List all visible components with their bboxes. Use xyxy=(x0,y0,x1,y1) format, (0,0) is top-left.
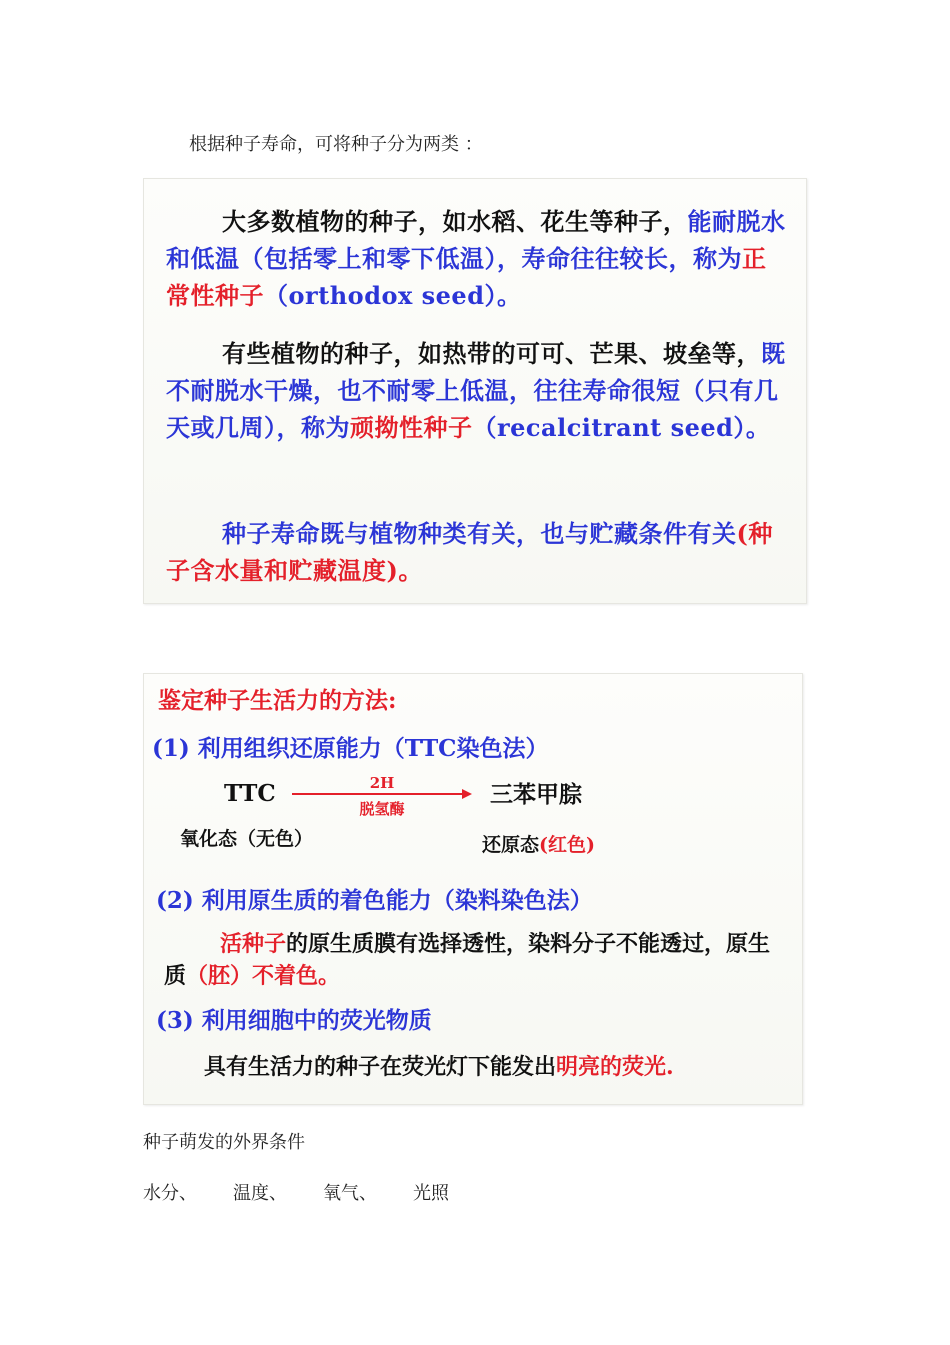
seg: 明亮的荧光. xyxy=(556,1054,674,1080)
longevity-factors-paragraph xyxy=(166,515,786,589)
intro-text: 根据种子寿命，可将种子分为两类 ： xyxy=(189,134,483,155)
arrow-bottom-label: 脱氢酶 xyxy=(359,800,405,818)
germination-heading: 种子萌发的外界条件 xyxy=(143,1132,305,1153)
reactant-label: TTC xyxy=(224,780,276,807)
product-label: 三苯甲腙 xyxy=(490,781,582,808)
reaction-arrow xyxy=(292,774,472,822)
seg: 顽拗性种子 xyxy=(350,413,473,442)
viability-methods-slide xyxy=(143,673,803,1105)
seg: 活种子 xyxy=(220,931,287,957)
slide-title: 鉴定种子生活力的方法: xyxy=(158,687,397,714)
seg: 具有生活力的种子在荧光灯下能发出 xyxy=(204,1054,557,1080)
reduced-state-label xyxy=(482,830,595,857)
method-2-heading: (2) 利用原生质的着色能力（染料染色法） xyxy=(156,887,593,914)
seg: 大多数植物的种子，如水稻、花生等种子， xyxy=(222,207,688,236)
method-1-heading: (1) 利用组织还原能力（TTC染色法） xyxy=(152,735,549,762)
seg: 有些植物的种子，如热带的可可、芒果、坡垒等， xyxy=(222,339,761,368)
arrow-line xyxy=(292,793,464,795)
seg: 的原生质膜有选择透性，染料分子不能透过，原生质 xyxy=(164,931,771,989)
seg: 正常性种子 xyxy=(166,244,767,310)
condition-item: 水分、 xyxy=(143,1183,197,1204)
method-3-paragraph xyxy=(204,1050,674,1081)
seg: 能耐脱水和低温（包括零上和零下低温），寿命往往较长，称为 xyxy=(166,207,786,273)
method-2-paragraph xyxy=(164,928,784,992)
recalcitrant-seed-paragraph xyxy=(166,335,786,446)
orthodox-seed-paragraph xyxy=(166,203,786,314)
seg: 种子寿命既与植物种类有关，也与贮藏条件有关 xyxy=(222,519,737,548)
condition-item: 光照 xyxy=(413,1183,449,1204)
seg: （orthodox seed）。 xyxy=(264,281,522,310)
oxidized-state-label: 氧化态（无色） xyxy=(180,828,314,850)
germination-conditions xyxy=(143,1179,485,1205)
method-3-heading: (3) 利用细胞中的荧光物质 xyxy=(156,1007,432,1034)
seg: （胚）不着色。 xyxy=(186,963,341,989)
seed-longevity-slide xyxy=(143,178,807,604)
arrow-top-label: 2H xyxy=(369,774,395,792)
seg: (种子含水量和贮藏温度)。 xyxy=(166,519,773,585)
reduced-state-color: (红色) xyxy=(539,834,595,856)
condition-item: 温度、 xyxy=(233,1183,287,1204)
seg: 既不耐脱水干燥，也不耐零上低温，往往寿命很短（只有几天或几周），称为 xyxy=(166,339,786,442)
condition-item: 氧气、 xyxy=(323,1183,377,1204)
seg: （recalcitrant seed）。 xyxy=(472,413,771,442)
reduced-state-text: 还原态 xyxy=(482,834,540,856)
